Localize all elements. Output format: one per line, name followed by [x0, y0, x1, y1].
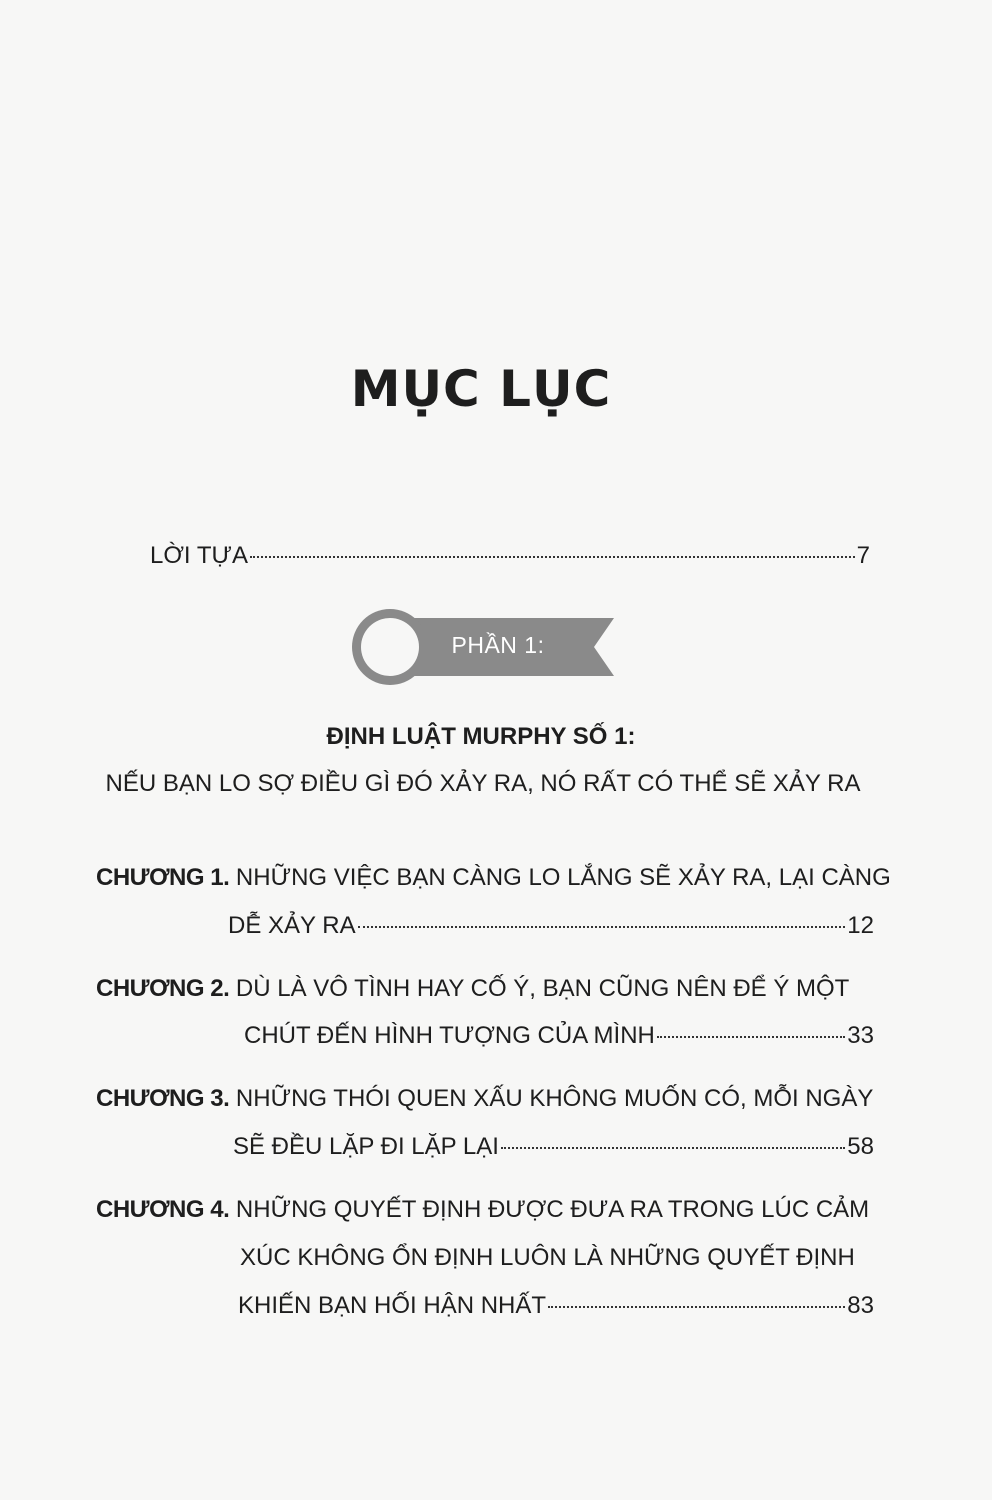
dot-leader — [548, 1306, 845, 1308]
chapter-page: 33 — [847, 1022, 874, 1049]
chapter-title-text: DÙ LÀ VÔ TÌNH HAY CỐ Ý, BẠN CŨNG NÊN ĐỂ Ý MỘT — [235, 975, 850, 1002]
chapter-number: CHƯƠNG 3. — [96, 1085, 230, 1112]
chapter-title-text: CHÚT ĐẾN HÌNH TƯỢNG CỦA MÌNH — [244, 1022, 655, 1049]
dot-leader — [358, 926, 846, 928]
chapter-4-line-3[interactable] — [238, 1292, 874, 1320]
chapter-title-text: NHỮNG VIỆC BẠN CÀNG LO LẮNG SẼ XẢY RA, LẠI CÀNG — [235, 864, 891, 891]
chapter-page: 12 — [847, 912, 874, 939]
chapter-title-text: NHỮNG THÓI QUEN XẤU KHÔNG MUỐN CÓ, MỖI NGÀY — [235, 1085, 874, 1112]
part-label: PHẦN 1: — [451, 632, 545, 658]
banner-ring-inner — [361, 618, 419, 676]
toc-entry-label: LỜI TỰA — [150, 542, 248, 569]
chapter-title-text: DỄ XẢY RA — [228, 912, 356, 939]
chapter-1-line-1[interactable] — [96, 864, 891, 892]
law-title: ĐỊNH LUẬT MURPHY SỐ 1: — [326, 723, 636, 750]
chapter-3-line-2[interactable] — [233, 1133, 874, 1161]
chapter-1-line-2[interactable] — [228, 912, 874, 940]
chapter-2-line-2[interactable] — [244, 1022, 874, 1050]
chapter-title-text: XÚC KHÔNG ỔN ĐỊNH LUÔN LÀ NHỮNG QUYẾT ĐỊNH — [240, 1244, 855, 1271]
toc-entry-preface[interactable] — [150, 542, 870, 570]
dot-leader — [250, 556, 855, 558]
page-title: MỤC LỤC — [350, 360, 612, 418]
chapter-3-line-1[interactable] — [96, 1085, 873, 1113]
chapter-title-text: KHIẾN BẠN HỐI HẬN NHẤT — [238, 1292, 547, 1319]
chapter-number: CHƯƠNG 4. — [96, 1196, 230, 1223]
chapter-number: CHƯƠNG 2. — [96, 975, 230, 1002]
dot-leader — [657, 1036, 845, 1038]
law-subtitle: NẾU BẠN LO SỢ ĐIỀU GÌ ĐÓ XẢY RA, NÓ RẤT CÓ THỂ SẼ XẢY RA — [105, 770, 861, 797]
chapter-2-line-1[interactable] — [96, 975, 849, 1003]
chapter-number: CHƯƠNG 1. — [96, 864, 230, 891]
chapter-title-text: NHỮNG QUYẾT ĐỊNH ĐƯỢC ĐƯA RA TRONG LÚC CẢM — [235, 1196, 870, 1223]
dot-leader — [501, 1147, 845, 1149]
chapter-4-line-2 — [240, 1244, 855, 1272]
chapter-title-text: SẼ ĐỀU LẶP ĐI LẶP LẠI — [233, 1133, 499, 1160]
toc-entry-page: 7 — [856, 542, 870, 569]
chapter-4-line-1[interactable] — [96, 1196, 869, 1224]
chapter-page: 83 — [847, 1292, 874, 1319]
chapter-page: 58 — [847, 1133, 874, 1160]
